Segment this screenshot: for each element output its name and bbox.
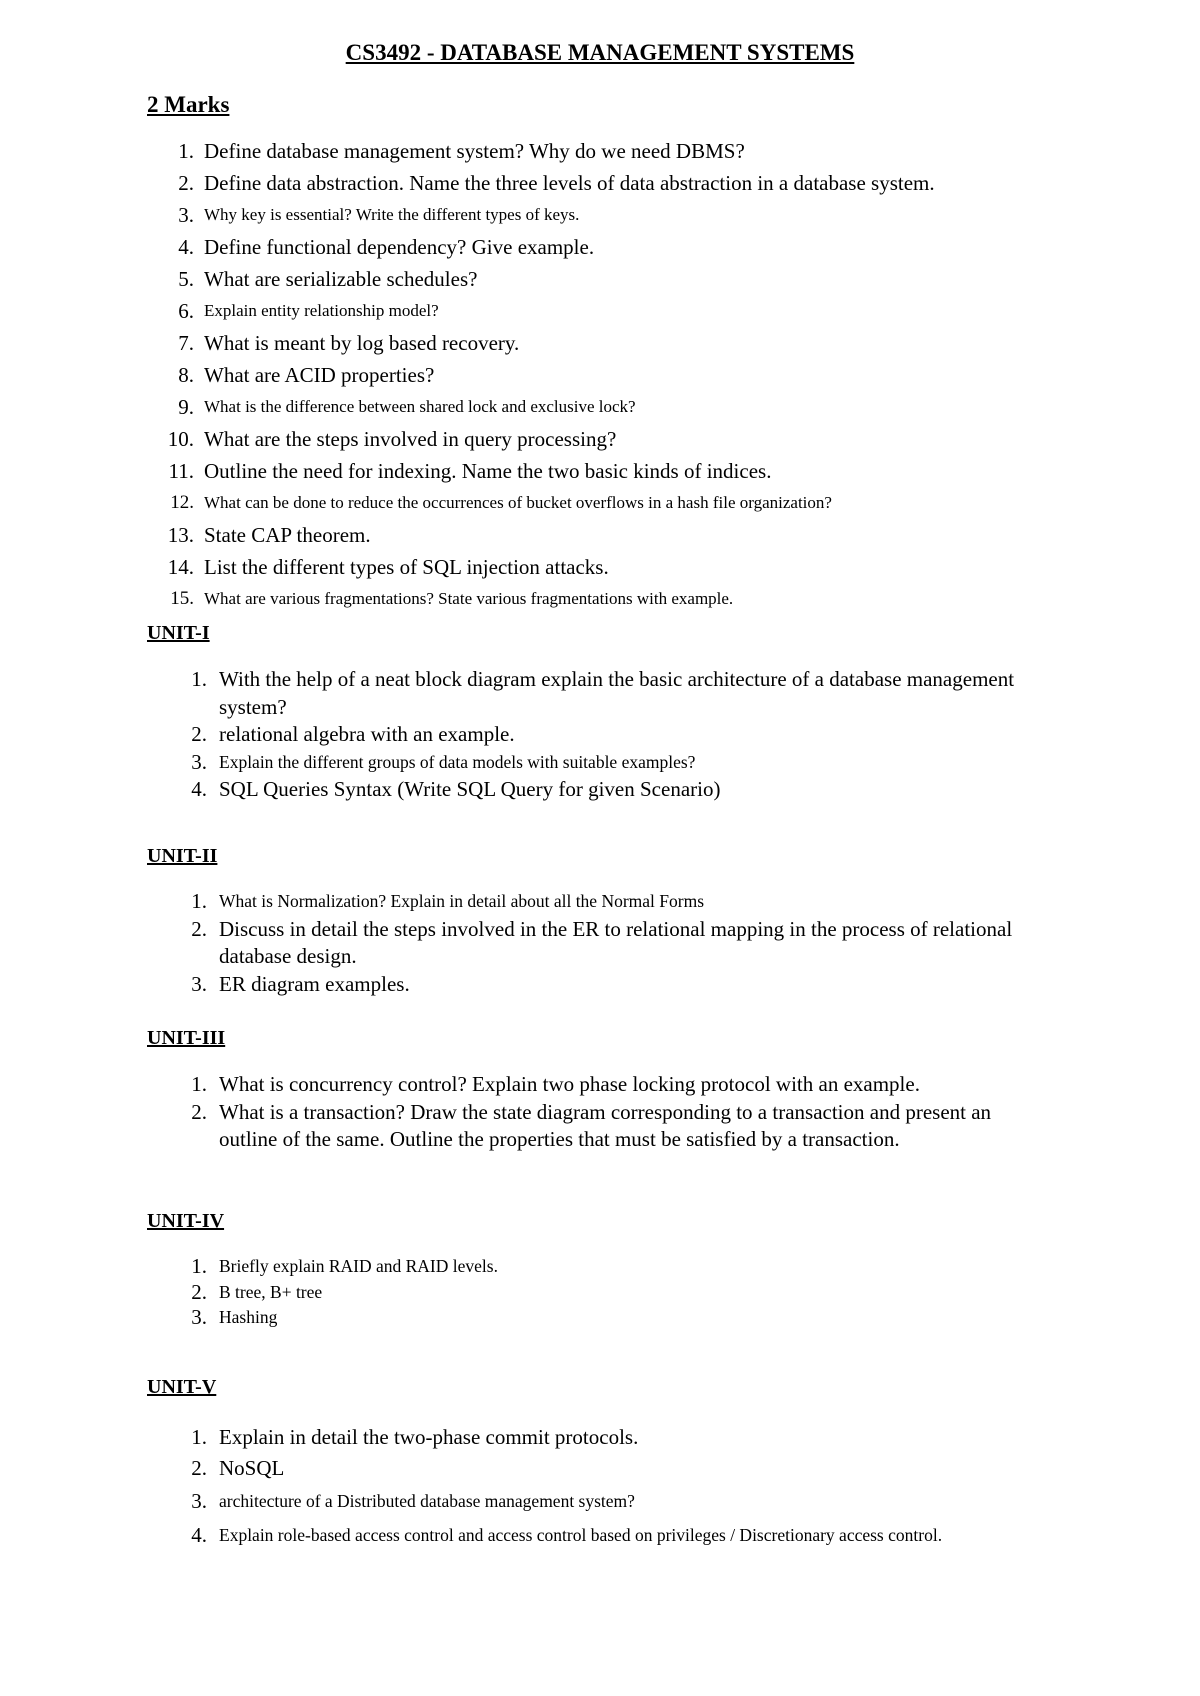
unit-5-heading: UNIT-V [147,1376,217,1398]
item-number: 3. [191,749,207,774]
list-item [178,167,935,199]
item-number: 7. [178,331,194,355]
list-item [191,971,1059,999]
list-item [167,519,935,551]
item-number: 12. [170,492,194,513]
item-text: What are the steps involved in query processing? [204,427,617,451]
list-item [170,583,935,615]
item-text: Why key is essential? Write the different types of keys. [204,205,580,224]
item-text: What is the difference between shared lock and exclusive lock? [204,397,636,416]
item-number: 4. [191,1523,207,1547]
item-number: 1. [191,1254,207,1278]
list-item [191,1453,1039,1483]
list-item [191,916,1059,971]
list-item [191,1071,1039,1099]
item-number: 4. [191,777,207,801]
item-text: ER diagram examples. [219,971,410,996]
item-text: Explain the different groups of data models with suitable examples? [219,751,696,772]
list-item [191,1421,1039,1453]
item-text: What are serializable schedules? [204,267,478,291]
unit-2-heading: UNIT-II [147,845,218,867]
list-item [178,295,935,327]
page-title: CS3492 - DATABASE MANAGEMENT SYSTEMS [345,40,855,65]
item-text: What is concurrency control? Explain two phase locking protocol with an example. [219,1072,920,1096]
list-item [191,666,1039,721]
item-number: 5. [178,267,194,291]
list-item [191,1254,1039,1280]
item-number: 15. [170,588,194,609]
item-text: List the different types of SQL injection attacks. [204,555,609,579]
item-text: Explain role-based access control and access control based on privileges / Discretionary access control. [219,1525,943,1545]
item-text: Define functional dependency? Give example. [204,235,595,259]
list-item [191,776,1039,804]
item-text: relational algebra with an example. [219,722,515,746]
unit-1-list [191,666,1039,804]
item-number: 6. [178,299,194,323]
item-text: Define data abstraction. Name the three levels of data abstraction in a database system. [204,171,935,195]
item-number: 9. [178,395,194,419]
item-number: 3. [178,203,194,227]
list-item [191,1305,1039,1331]
item-number: 1. [178,139,194,163]
item-number: 2. [191,916,207,941]
item-text: With the help of a neat block diagram explain the basic architecture of a database management system? [219,667,1015,719]
list-item [191,1483,1039,1519]
item-number: 14. [167,555,194,579]
item-number: 1. [191,1425,207,1449]
unit-4-heading: UNIT-IV [147,1210,225,1232]
item-text: Explain in detail the two-phase commit protocols. [219,1425,639,1449]
list-item [191,1099,1039,1154]
unit-5-list [191,1421,1039,1551]
list-item [178,263,935,295]
item-text: Discuss in detail the steps involved in the ER to relational mapping in the process of relational database design. [219,916,1013,968]
unit-4-list [191,1254,1039,1331]
item-number: 1. [191,889,207,913]
list-item [168,455,935,487]
list-item [170,487,935,519]
item-number: 2. [191,1456,207,1480]
item-text: SQL Queries Syntax (Write SQL Query for given Scenario) [219,777,721,801]
list-item [178,135,935,167]
item-number: 1. [191,1072,207,1096]
item-text: What are various fragmentations? State various fragmentations with example. [204,589,734,608]
item-text: architecture of a Distributed database management system? [219,1491,635,1511]
item-number: 1. [191,667,207,691]
item-number: 10. [167,427,194,451]
unit-1-heading: UNIT-I [147,622,210,644]
item-text: Hashing [219,1307,278,1327]
item-number: 8. [178,363,194,387]
list-item [178,327,935,359]
item-text: What is a transaction? Draw the state diagram corresponding to a transaction and present an outline of the same. Outline the properties that must be satisfied by a transaction. [219,1099,992,1151]
list-item [191,749,1039,777]
list-item [178,359,935,391]
item-number: 3. [191,1489,207,1513]
list-item [167,551,935,583]
list-item [178,231,935,263]
item-text: State CAP theorem. [204,523,371,547]
item-number: 11. [168,459,194,483]
item-text: Briefly explain RAID and RAID levels. [219,1256,498,1276]
item-number: 13. [167,523,194,547]
unit-3-list [191,1071,1039,1154]
list-item [191,1519,1035,1551]
item-number: 2. [191,1279,207,1304]
item-text: Outline the need for indexing. Name the two basic kinds of indices. [204,459,772,483]
item-number: 2. [178,171,194,195]
two-marks-list [167,135,935,615]
item-number: 2. [191,722,207,746]
list-item [178,199,935,231]
item-number: 4. [178,235,194,259]
item-text: Explain entity relationship model? [204,301,439,320]
item-text: What is meant by log based recovery. [204,331,520,355]
unit-2-list [191,888,1059,998]
list-item [191,721,1039,749]
item-text: What are ACID properties? [204,363,435,387]
list-item [191,888,1059,916]
item-text: NoSQL [219,1456,285,1480]
list-item [178,391,935,423]
item-text: Define database management system? Why do we need DBMS? [204,139,745,163]
list-item [167,423,935,455]
item-number: 3. [191,1305,207,1329]
list-item [191,1279,1039,1306]
item-number: 3. [191,971,207,996]
item-text: What is Normalization? Explain in detail about all the Normal Forms [219,891,705,911]
item-text: B tree, B+ tree [219,1281,323,1302]
item-text: What can be done to reduce the occurrences of bucket overflows in a hash file organization? [204,493,832,512]
two-marks-heading: 2 Marks [147,92,230,117]
item-number: 2. [191,1099,207,1124]
unit-3-heading: UNIT-III [147,1027,226,1049]
